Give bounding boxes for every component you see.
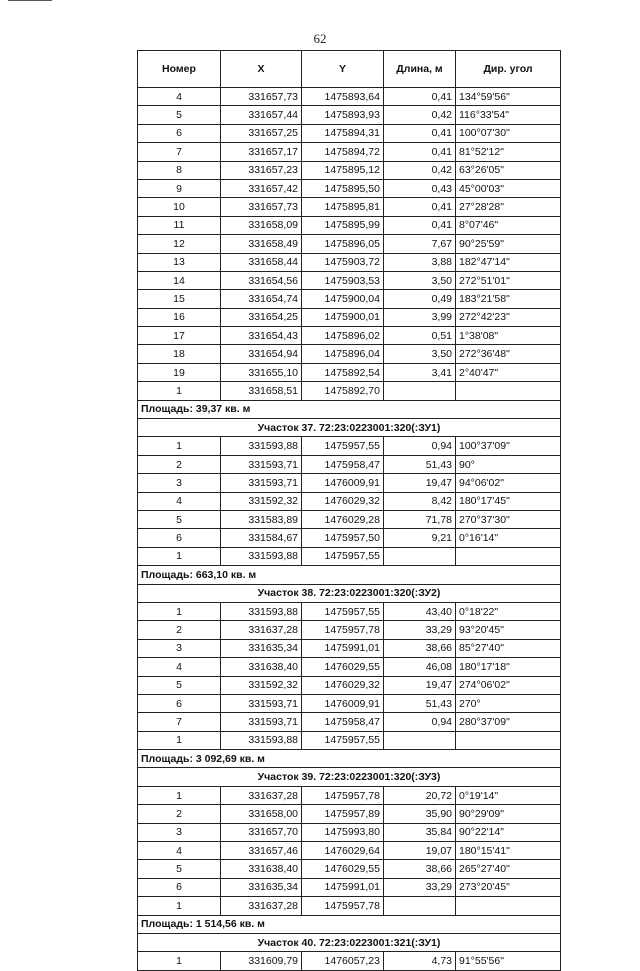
point-number-cell: 14 bbox=[138, 271, 221, 289]
point-number-cell: 6 bbox=[138, 694, 221, 712]
length-cell: 0,42 bbox=[384, 106, 456, 124]
y-coordinate-cell: 1475893,64 bbox=[302, 88, 384, 106]
point-number-cell: 1 bbox=[138, 731, 221, 749]
point-number-cell: 5 bbox=[138, 860, 221, 878]
y-coordinate-cell: 1475895,50 bbox=[302, 179, 384, 197]
point-number-cell: 1 bbox=[138, 786, 221, 804]
y-coordinate-cell: 1475896,04 bbox=[302, 345, 384, 363]
x-coordinate-cell: 331657,73 bbox=[221, 88, 302, 106]
point-number-cell: 12 bbox=[138, 235, 221, 253]
length-cell bbox=[384, 731, 456, 749]
y-coordinate-cell: 1475957,55 bbox=[302, 437, 384, 455]
area-row bbox=[138, 915, 561, 933]
direction-angle-cell: 8°07'46" bbox=[456, 216, 561, 234]
point-number-cell: 6 bbox=[138, 124, 221, 142]
length-cell: 0,42 bbox=[384, 161, 456, 179]
length-cell: 0,41 bbox=[384, 216, 456, 234]
x-coordinate-cell: 331593,88 bbox=[221, 731, 302, 749]
table-row bbox=[138, 363, 561, 381]
point-number-cell: 4 bbox=[138, 88, 221, 106]
point-number-cell: 3 bbox=[138, 823, 221, 841]
table-body bbox=[138, 88, 561, 971]
x-coordinate-cell: 331593,88 bbox=[221, 547, 302, 565]
point-number-cell: 18 bbox=[138, 345, 221, 363]
plot-title: Участок 40. 72:23:0223001:321(:ЗУ1) bbox=[138, 933, 561, 951]
y-coordinate-cell: 1476029,32 bbox=[302, 676, 384, 694]
y-coordinate-cell: 1475957,55 bbox=[302, 731, 384, 749]
length-cell: 19,07 bbox=[384, 842, 456, 860]
header-number: Номер bbox=[138, 51, 221, 88]
plot-title: Участок 39. 72:23:0223001:320(:ЗУ3) bbox=[138, 768, 561, 786]
y-coordinate-cell: 1475895,99 bbox=[302, 216, 384, 234]
x-coordinate-cell: 331593,71 bbox=[221, 455, 302, 473]
x-coordinate-cell: 331657,42 bbox=[221, 179, 302, 197]
table-row bbox=[138, 290, 561, 308]
area-row bbox=[138, 400, 561, 418]
direction-angle-cell: 90°29'09" bbox=[456, 805, 561, 823]
table-row bbox=[138, 235, 561, 253]
y-coordinate-cell: 1475991,01 bbox=[302, 639, 384, 657]
direction-angle-cell: 180°17'45" bbox=[456, 492, 561, 510]
direction-angle-cell: 280°37'09" bbox=[456, 713, 561, 731]
x-coordinate-cell: 331654,74 bbox=[221, 290, 302, 308]
point-number-cell: 1 bbox=[138, 897, 221, 915]
table-row bbox=[138, 124, 561, 142]
point-number-cell: 1 bbox=[138, 437, 221, 455]
table-row bbox=[138, 510, 561, 528]
y-coordinate-cell: 1475900,01 bbox=[302, 308, 384, 326]
y-coordinate-cell: 1475957,78 bbox=[302, 897, 384, 915]
direction-angle-cell: 93°20'45" bbox=[456, 621, 561, 639]
direction-angle-cell: 272°51'01" bbox=[456, 271, 561, 289]
y-coordinate-cell: 1475957,78 bbox=[302, 786, 384, 804]
y-coordinate-cell: 1475893,93 bbox=[302, 106, 384, 124]
table-row bbox=[138, 216, 561, 234]
table-row bbox=[138, 455, 561, 473]
point-number-cell: 7 bbox=[138, 713, 221, 731]
table-row bbox=[138, 161, 561, 179]
length-cell: 33,29 bbox=[384, 621, 456, 639]
y-coordinate-cell: 1475957,55 bbox=[302, 602, 384, 620]
table-row bbox=[138, 253, 561, 271]
length-cell: 71,78 bbox=[384, 510, 456, 528]
y-coordinate-cell: 1476029,32 bbox=[302, 492, 384, 510]
direction-angle-cell: 273°20'45" bbox=[456, 878, 561, 896]
x-coordinate-cell: 331593,71 bbox=[221, 713, 302, 731]
plot-title-row bbox=[138, 419, 561, 437]
table-row bbox=[138, 621, 561, 639]
y-coordinate-cell: 1475894,31 bbox=[302, 124, 384, 142]
point-number-cell: 1 bbox=[138, 547, 221, 565]
table-row bbox=[138, 106, 561, 124]
direction-angle-cell: 90°22'14" bbox=[456, 823, 561, 841]
y-coordinate-cell: 1476057,23 bbox=[302, 952, 384, 970]
table-row bbox=[138, 639, 561, 657]
length-cell: 0,94 bbox=[384, 437, 456, 455]
length-cell: 3,99 bbox=[384, 308, 456, 326]
length-cell: 35,90 bbox=[384, 805, 456, 823]
direction-angle-cell: 272°42'23" bbox=[456, 308, 561, 326]
y-coordinate-cell: 1476029,28 bbox=[302, 510, 384, 528]
area-row bbox=[138, 566, 561, 584]
header-x: X bbox=[221, 51, 302, 88]
direction-angle-cell: 1°38'08" bbox=[456, 327, 561, 345]
plot-title-row bbox=[138, 933, 561, 951]
x-coordinate-cell: 331655,10 bbox=[221, 363, 302, 381]
direction-angle-cell: 94°06'02" bbox=[456, 474, 561, 492]
x-coordinate-cell: 331657,70 bbox=[221, 823, 302, 841]
x-coordinate-cell: 331593,71 bbox=[221, 474, 302, 492]
y-coordinate-cell: 1475957,89 bbox=[302, 805, 384, 823]
point-number-cell: 13 bbox=[138, 253, 221, 271]
direction-angle-cell: 182°47'14" bbox=[456, 253, 561, 271]
point-number-cell: 2 bbox=[138, 621, 221, 639]
length-cell bbox=[384, 547, 456, 565]
length-cell: 51,43 bbox=[384, 455, 456, 473]
x-coordinate-cell: 331635,34 bbox=[221, 878, 302, 896]
length-cell: 3,50 bbox=[384, 345, 456, 363]
y-coordinate-cell: 1475991,01 bbox=[302, 878, 384, 896]
direction-angle-cell: 90° bbox=[456, 455, 561, 473]
header-length: Длина, м bbox=[384, 51, 456, 88]
direction-angle-cell: 45°00'03" bbox=[456, 179, 561, 197]
x-coordinate-cell: 331654,94 bbox=[221, 345, 302, 363]
area-text: Площадь: 39,37 кв. м bbox=[138, 400, 561, 418]
table-row bbox=[138, 327, 561, 345]
table-row bbox=[138, 179, 561, 197]
x-coordinate-cell: 331657,25 bbox=[221, 124, 302, 142]
direction-angle-cell: 116°33'54" bbox=[456, 106, 561, 124]
table-row bbox=[138, 694, 561, 712]
x-coordinate-cell: 331593,88 bbox=[221, 437, 302, 455]
point-number-cell: 5 bbox=[138, 106, 221, 124]
x-coordinate-cell: 331658,00 bbox=[221, 805, 302, 823]
direction-angle-cell: 272°36'48" bbox=[456, 345, 561, 363]
y-coordinate-cell: 1475958,47 bbox=[302, 713, 384, 731]
y-coordinate-cell: 1475958,47 bbox=[302, 455, 384, 473]
y-coordinate-cell: 1475957,50 bbox=[302, 529, 384, 547]
length-cell: 0,51 bbox=[384, 327, 456, 345]
table-header-row bbox=[138, 51, 561, 88]
length-cell: 0,41 bbox=[384, 88, 456, 106]
x-coordinate-cell: 331637,28 bbox=[221, 786, 302, 804]
length-cell: 0,49 bbox=[384, 290, 456, 308]
y-coordinate-cell: 1475895,81 bbox=[302, 198, 384, 216]
table-row bbox=[138, 860, 561, 878]
length-cell bbox=[384, 382, 456, 400]
direction-angle-cell: 270°37'30" bbox=[456, 510, 561, 528]
direction-angle-cell: 265°27'40" bbox=[456, 860, 561, 878]
direction-angle-cell: 91°55'56" bbox=[456, 952, 561, 970]
direction-angle-cell: 183°21'58" bbox=[456, 290, 561, 308]
direction-angle-cell: 100°07'30" bbox=[456, 124, 561, 142]
x-coordinate-cell: 331654,25 bbox=[221, 308, 302, 326]
point-number-cell: 3 bbox=[138, 474, 221, 492]
table-row bbox=[138, 198, 561, 216]
length-cell bbox=[384, 897, 456, 915]
point-number-cell: 10 bbox=[138, 198, 221, 216]
y-coordinate-cell: 1475957,55 bbox=[302, 547, 384, 565]
x-coordinate-cell: 331637,28 bbox=[221, 621, 302, 639]
length-cell: 46,08 bbox=[384, 658, 456, 676]
x-coordinate-cell: 331658,44 bbox=[221, 253, 302, 271]
point-number-cell: 2 bbox=[138, 805, 221, 823]
direction-angle-cell: 0°16'14" bbox=[456, 529, 561, 547]
length-cell: 20,72 bbox=[384, 786, 456, 804]
direction-angle-cell: 0°18'22" bbox=[456, 602, 561, 620]
length-cell: 19,47 bbox=[384, 474, 456, 492]
length-cell: 33,29 bbox=[384, 878, 456, 896]
y-coordinate-cell: 1476009,91 bbox=[302, 474, 384, 492]
y-coordinate-cell: 1475896,02 bbox=[302, 327, 384, 345]
x-coordinate-cell: 331657,23 bbox=[221, 161, 302, 179]
direction-angle-cell: 180°15'41" bbox=[456, 842, 561, 860]
table-row bbox=[138, 143, 561, 161]
x-coordinate-cell: 331593,71 bbox=[221, 694, 302, 712]
point-number-cell: 15 bbox=[138, 290, 221, 308]
point-number-cell: 5 bbox=[138, 676, 221, 694]
x-coordinate-cell: 331658,09 bbox=[221, 216, 302, 234]
point-number-cell: 16 bbox=[138, 308, 221, 326]
length-cell: 38,66 bbox=[384, 860, 456, 878]
length-cell: 51,43 bbox=[384, 694, 456, 712]
x-coordinate-cell: 331609,79 bbox=[221, 952, 302, 970]
point-number-cell: 1 bbox=[138, 602, 221, 620]
point-number-cell: 5 bbox=[138, 510, 221, 528]
x-coordinate-cell: 331657,73 bbox=[221, 198, 302, 216]
y-coordinate-cell: 1475896,05 bbox=[302, 235, 384, 253]
length-cell: 38,66 bbox=[384, 639, 456, 657]
y-coordinate-cell: 1475900,04 bbox=[302, 290, 384, 308]
scan-edge-mark bbox=[8, 0, 52, 1]
length-cell: 8,42 bbox=[384, 492, 456, 510]
x-coordinate-cell: 331657,17 bbox=[221, 143, 302, 161]
table-row bbox=[138, 547, 561, 565]
point-number-cell: 4 bbox=[138, 842, 221, 860]
x-coordinate-cell: 331658,51 bbox=[221, 382, 302, 400]
point-number-cell: 1 bbox=[138, 952, 221, 970]
x-coordinate-cell: 331638,40 bbox=[221, 658, 302, 676]
length-cell: 7,67 bbox=[384, 235, 456, 253]
length-cell: 19,47 bbox=[384, 676, 456, 694]
point-number-cell: 4 bbox=[138, 658, 221, 676]
plot-title-row bbox=[138, 584, 561, 602]
table-row bbox=[138, 658, 561, 676]
length-cell: 0,94 bbox=[384, 713, 456, 731]
length-cell: 3,41 bbox=[384, 363, 456, 381]
point-number-cell: 7 bbox=[138, 143, 221, 161]
table-row bbox=[138, 952, 561, 970]
x-coordinate-cell: 331638,40 bbox=[221, 860, 302, 878]
y-coordinate-cell: 1476029,64 bbox=[302, 842, 384, 860]
table-row bbox=[138, 492, 561, 510]
page-number: 62 bbox=[313, 31, 327, 46]
x-coordinate-cell: 331592,32 bbox=[221, 492, 302, 510]
point-number-cell: 17 bbox=[138, 327, 221, 345]
direction-angle-cell: 180°17'18" bbox=[456, 658, 561, 676]
x-coordinate-cell: 331584,67 bbox=[221, 529, 302, 547]
y-coordinate-cell: 1476029,55 bbox=[302, 860, 384, 878]
table-row bbox=[138, 382, 561, 400]
x-coordinate-cell: 331657,46 bbox=[221, 842, 302, 860]
table-row bbox=[138, 805, 561, 823]
table-row bbox=[138, 731, 561, 749]
x-coordinate-cell: 331592,32 bbox=[221, 676, 302, 694]
length-cell: 43,40 bbox=[384, 602, 456, 620]
direction-angle-cell: 270° bbox=[456, 694, 561, 712]
direction-angle-cell: 85°27'40" bbox=[456, 639, 561, 657]
table-row bbox=[138, 823, 561, 841]
point-number-cell: 8 bbox=[138, 161, 221, 179]
table-row bbox=[138, 713, 561, 731]
length-cell: 9,21 bbox=[384, 529, 456, 547]
area-text: Площадь: 1 514,56 кв. м bbox=[138, 915, 561, 933]
x-coordinate-cell: 331658,49 bbox=[221, 235, 302, 253]
plot-title: Участок 37. 72:23:0223001:320(:ЗУ1) bbox=[138, 419, 561, 437]
x-coordinate-cell: 331654,43 bbox=[221, 327, 302, 345]
y-coordinate-cell: 1475903,72 bbox=[302, 253, 384, 271]
area-text: Площадь: 663,10 кв. м bbox=[138, 566, 561, 584]
table-row bbox=[138, 345, 561, 363]
x-coordinate-cell: 331635,34 bbox=[221, 639, 302, 657]
length-cell: 3,88 bbox=[384, 253, 456, 271]
direction-angle-cell bbox=[456, 731, 561, 749]
y-coordinate-cell: 1475894,72 bbox=[302, 143, 384, 161]
direction-angle-cell bbox=[456, 382, 561, 400]
header-y: Y bbox=[302, 51, 384, 88]
area-text: Площадь: 3 092,69 кв. м bbox=[138, 750, 561, 768]
direction-angle-cell: 0°19'14" bbox=[456, 786, 561, 804]
table-row bbox=[138, 602, 561, 620]
length-cell: 35,84 bbox=[384, 823, 456, 841]
table-row bbox=[138, 308, 561, 326]
point-number-cell: 11 bbox=[138, 216, 221, 234]
plot-title-row bbox=[138, 768, 561, 786]
point-number-cell: 3 bbox=[138, 639, 221, 657]
table-row bbox=[138, 474, 561, 492]
point-number-cell: 1 bbox=[138, 382, 221, 400]
table-row bbox=[138, 271, 561, 289]
x-coordinate-cell: 331657,44 bbox=[221, 106, 302, 124]
y-coordinate-cell: 1476029,55 bbox=[302, 658, 384, 676]
table-row bbox=[138, 529, 561, 547]
point-number-cell: 4 bbox=[138, 492, 221, 510]
y-coordinate-cell: 1475993,80 bbox=[302, 823, 384, 841]
table-row bbox=[138, 437, 561, 455]
length-cell: 0,41 bbox=[384, 198, 456, 216]
length-cell: 3,50 bbox=[384, 271, 456, 289]
table-row bbox=[138, 878, 561, 896]
point-number-cell: 19 bbox=[138, 363, 221, 381]
coordinates-table bbox=[137, 50, 561, 971]
y-coordinate-cell: 1475892,70 bbox=[302, 382, 384, 400]
y-coordinate-cell: 1475903,53 bbox=[302, 271, 384, 289]
y-coordinate-cell: 1475892,54 bbox=[302, 363, 384, 381]
point-number-cell: 9 bbox=[138, 179, 221, 197]
x-coordinate-cell: 331583,89 bbox=[221, 510, 302, 528]
direction-angle-cell: 81°52'12" bbox=[456, 143, 561, 161]
table-row bbox=[138, 842, 561, 860]
table-row bbox=[138, 88, 561, 106]
table-row bbox=[138, 897, 561, 915]
y-coordinate-cell: 1476009,91 bbox=[302, 694, 384, 712]
table-row bbox=[138, 786, 561, 804]
y-coordinate-cell: 1475957,78 bbox=[302, 621, 384, 639]
direction-angle-cell: 63°26'05" bbox=[456, 161, 561, 179]
direction-angle-cell: 2°40'47" bbox=[456, 363, 561, 381]
point-number-cell: 6 bbox=[138, 878, 221, 896]
header-angle: Дир. угол bbox=[456, 51, 561, 88]
direction-angle-cell: 27°28'28" bbox=[456, 198, 561, 216]
direction-angle-cell bbox=[456, 547, 561, 565]
y-coordinate-cell: 1475895,12 bbox=[302, 161, 384, 179]
length-cell: 0,43 bbox=[384, 179, 456, 197]
table-row bbox=[138, 676, 561, 694]
direction-angle-cell: 90°25'59" bbox=[456, 235, 561, 253]
x-coordinate-cell: 331593,88 bbox=[221, 602, 302, 620]
direction-angle-cell: 100°37'09" bbox=[456, 437, 561, 455]
direction-angle-cell: 134°59'56" bbox=[456, 88, 561, 106]
length-cell: 4,73 bbox=[384, 952, 456, 970]
direction-angle-cell bbox=[456, 897, 561, 915]
x-coordinate-cell: 331637,28 bbox=[221, 897, 302, 915]
length-cell: 0,41 bbox=[384, 124, 456, 142]
area-row bbox=[138, 750, 561, 768]
length-cell: 0,41 bbox=[384, 143, 456, 161]
plot-title: Участок 38. 72:23:0223001:320(:ЗУ2) bbox=[138, 584, 561, 602]
x-coordinate-cell: 331654,56 bbox=[221, 271, 302, 289]
point-number-cell: 2 bbox=[138, 455, 221, 473]
direction-angle-cell: 274°06'02" bbox=[456, 676, 561, 694]
point-number-cell: 6 bbox=[138, 529, 221, 547]
